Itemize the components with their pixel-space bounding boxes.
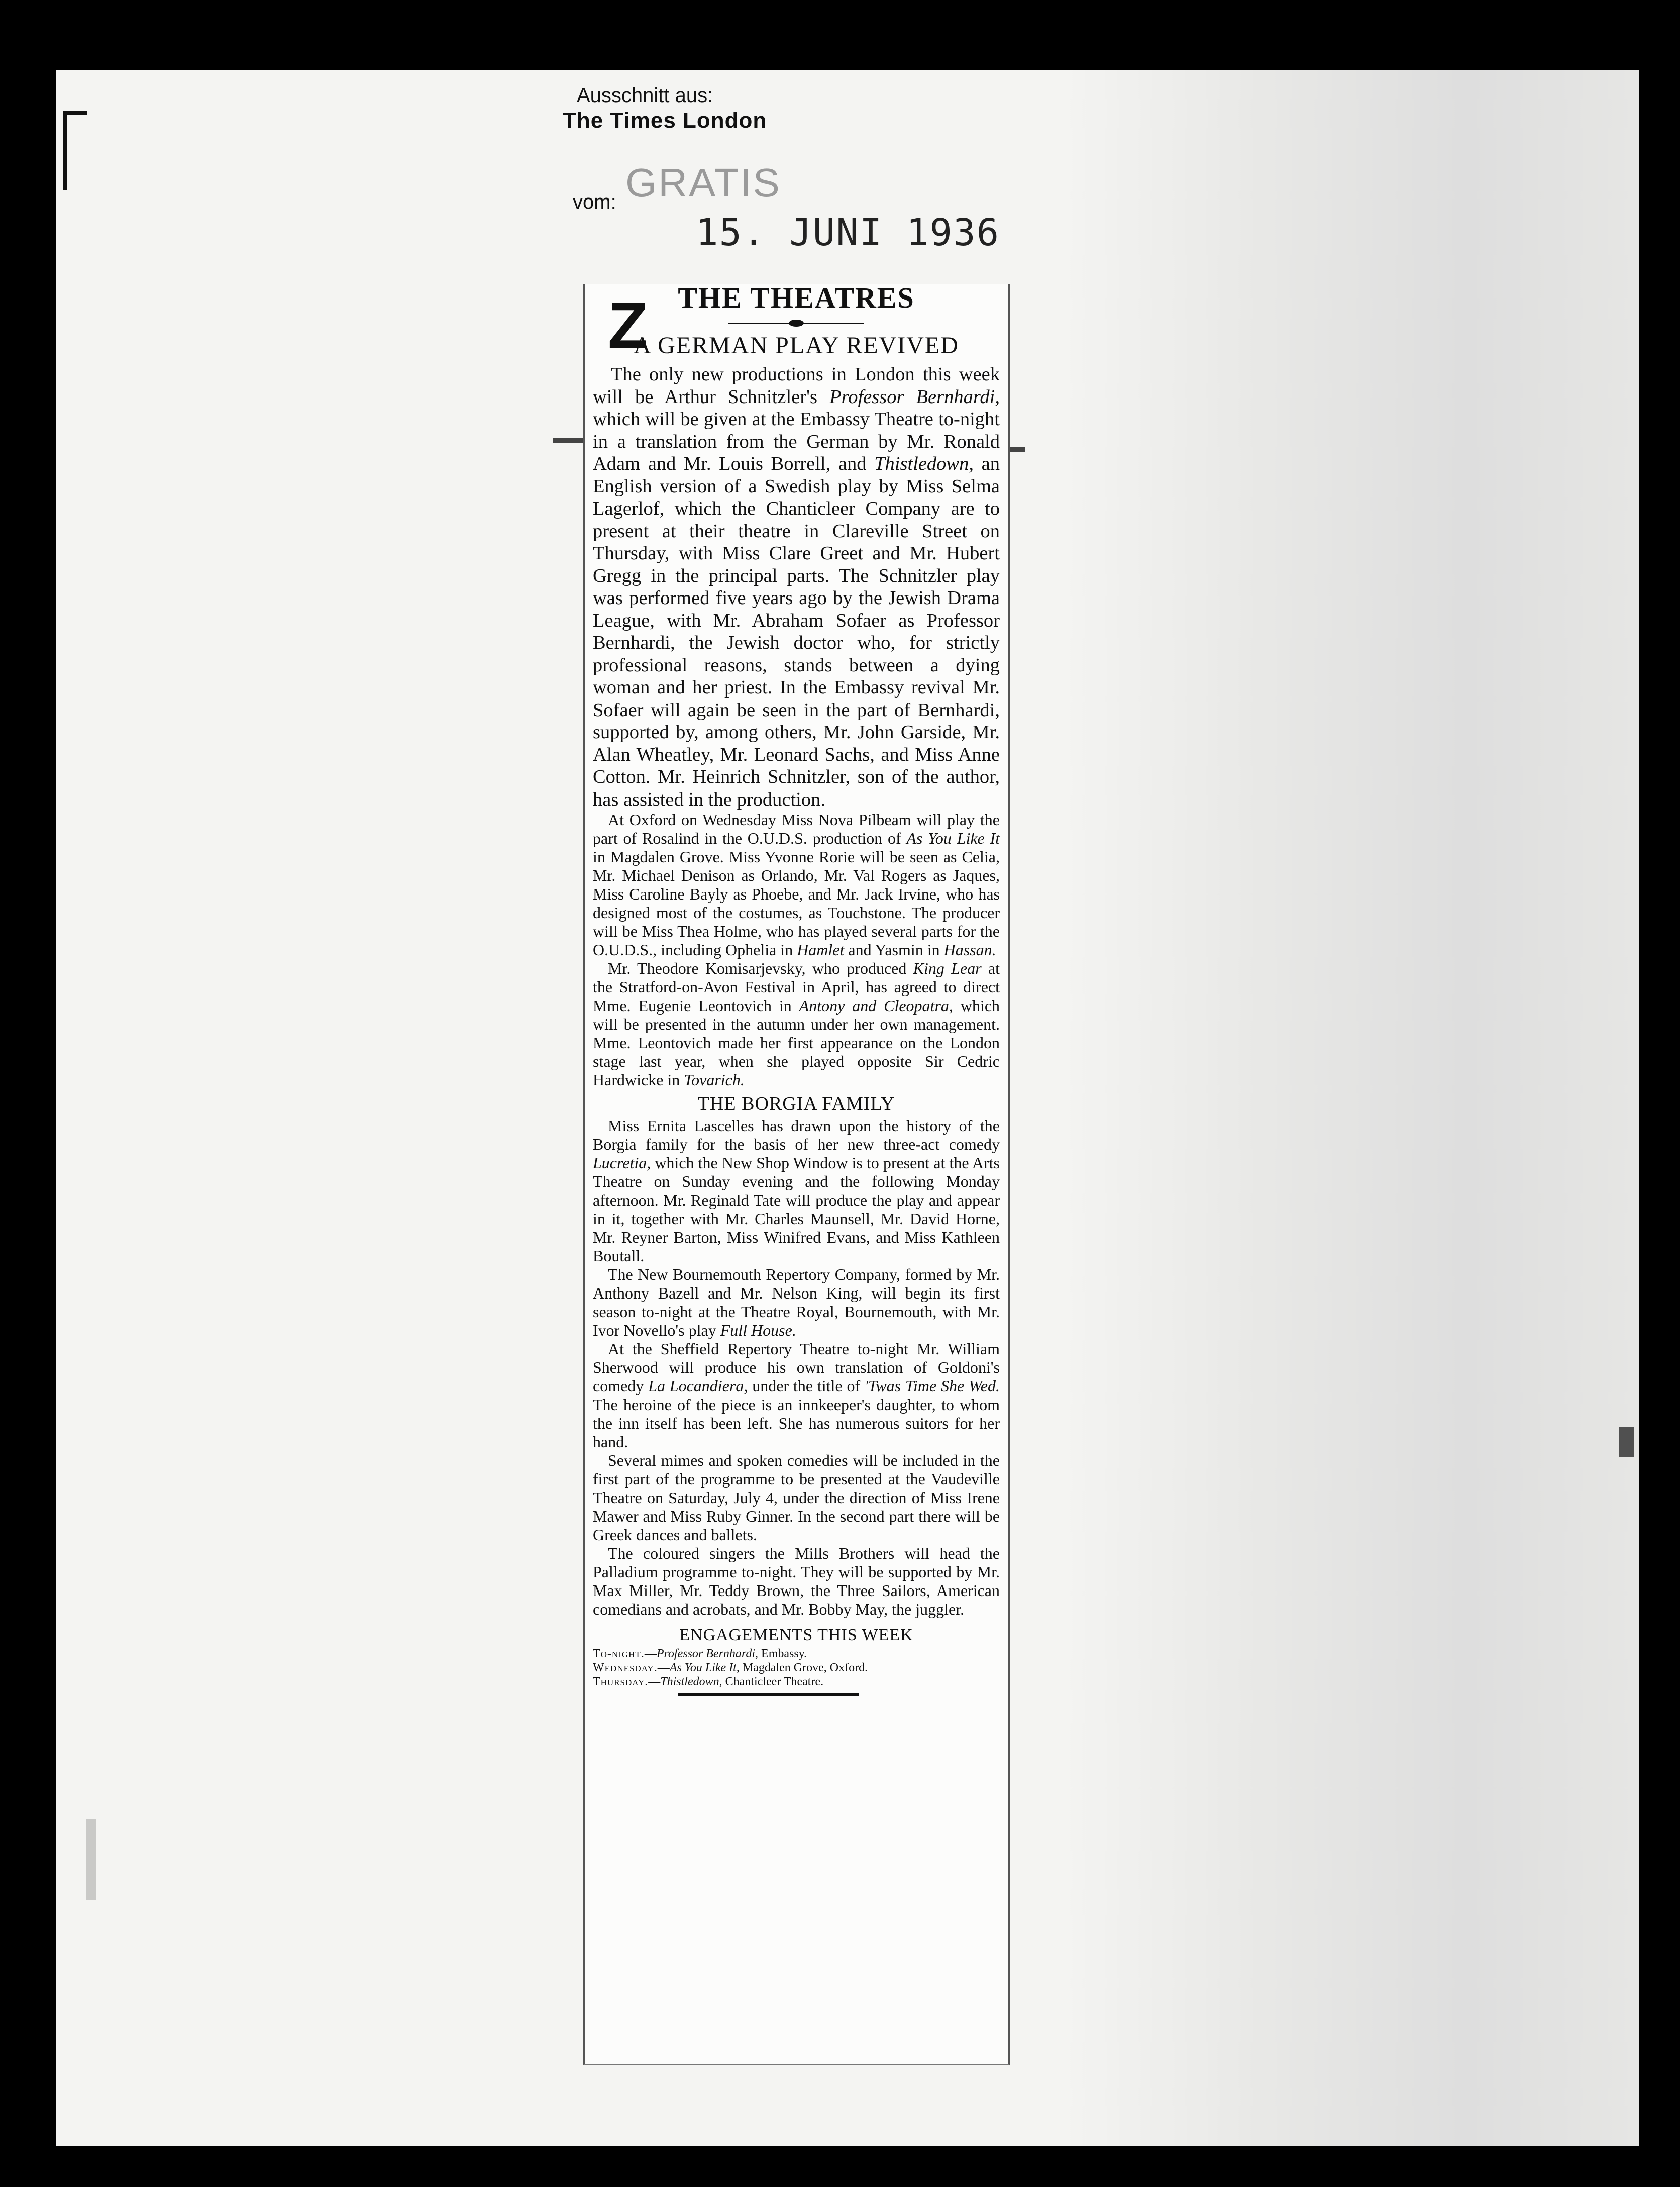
edge-smudge <box>1619 1427 1634 1457</box>
section-heading: THE BORGIA FAMILY <box>697 1093 895 1114</box>
article-subhead: A GERMAN PLAY REVIVED <box>634 332 959 359</box>
headline-rule <box>728 322 864 325</box>
engagement-line: To-night.—Professor Bernhardi, Embassy. <box>593 1647 807 1660</box>
article-paragraph: The New Bournemouth Repertory Company, formed by Mr. Anthony Bazell and Mr. Nelson King, will begin its first season to-night at the Theatre Royal, Bournemouth, with Mr. Ivor Novello's play Full House. <box>593 1265 1000 1339</box>
edge-smudge <box>86 1819 96 1900</box>
stamp-date: 15. JUNI 1936 <box>696 211 1000 254</box>
sheet-shading <box>1061 70 1639 2146</box>
newspaper-clipping <box>583 281 1010 2065</box>
stamp-newspaper-name: The Times London <box>563 108 767 133</box>
engagement-line: Thursday.—Thistledown, Chanticleer Theatre. <box>593 1675 824 1688</box>
stamp-gratis: GRATIS <box>625 160 781 205</box>
stamp-label-source: Ausschnitt aus: <box>577 84 713 107</box>
stamp-label-date: vom: <box>573 191 616 213</box>
article-paragraph: At the Sheffield Repertory Theatre to-night Mr. William Sherwood will produce his own translation of Goldoni's comedy La Locandiera, under the title of 'Twas Time She Wed. The heroine of the piece is an innkeeper's daughter, to whom the inn itself has been left. She has numerous suitors for her hand. <box>593 1340 1000 1451</box>
article-paragraph: Miss Ernita Lascelles has drawn upon the history of the Borgia family for the basis of her new three-act comedy Lucretia, which the New Shop Window is to present at the Arts Theatre on Sunday evening and the following Monday afternoon. Mr. Reginald Tate will produce the play and appear in it, together with Mr. Charles Maunsell, Mr. David Horne, Mr. Reyner Barton, Miss Winifred Evans, and Miss Kathleen Boutall. <box>593 1117 1000 1265</box>
engagements-heading: ENGAGEMENTS THIS WEEK <box>679 1626 913 1644</box>
corner-crop-mark <box>63 111 87 190</box>
article-paragraph: At Oxford on Wednesday Miss Nova Pilbeam will play the part of Rosalind in the O.U.D.S. production of As You Like It in Magdalen Grove. Miss Yvonne Rorie will be seen as Celia, Mr. Michael Denison as Orlando, Mr. Val Rogers as Jaques, Miss Caroline Bayly as Phoebe, and Mr. Jack Irvine, who has designed most of the costumes, as Touchstone. The producer will be Miss Thea Holme, who has played several parts for the O.U.D.S., including Ophelia in Hamlet and Yasmin in Hassan. <box>593 811 1000 959</box>
handwritten-z-mark: Z <box>608 288 648 362</box>
end-rule <box>678 1693 859 1696</box>
article-paragraph: Mr. Theodore Komisarjevsky, who produced King Lear at the Stratford-on-Avon Festival in April, has agreed to direct Mme. Eugenie Leontovich in Antony and Cleopatra, which will be presented in the autumn under her own management. Mme. Leontovich made her first appearance on the London stage last year, when she played opposite Sir Cedric Hardwicke in Tovarich. <box>593 959 1000 1089</box>
article-paragraph: The coloured singers the Mills Brothers will head the Palladium programme to-night. They will be supported by Mr. Max Miller, Mr. Teddy Brown, the Three Sailors, American comedians and acrobats, and Mr. Bobby May, the juggler. <box>593 1544 1000 1618</box>
article-headline: THE THEATRES <box>678 281 915 314</box>
article-paragraph: The only new productions in London this week will be Arthur Schnitzler's Professor Bernhardi, which will be given at the Embassy Theatre to-night in a translation from the German by Mr. Ronald Adam and Mr. Louis Borrell, and Thistledown, an English version of a Swedish play by Miss Selma Lagerlof, which the Chanticleer Company are to present at their theatre in Clareville Street on Thursday, with Miss Clare Greet and Mr. Hubert Gregg in the principal parts. The Schnitzler play was performed five years ago by the Jewish Drama League, with Mr. Abraham Sofaer as Professor Bernhardi, the Jewish doctor who, for strictly professional reasons, stands between a dying woman and her priest. In the Embassy revival Mr. Sofaer will again be seen in the part of Bernhardi, supported by, among others, Mr. John Garside, Mr. Alan Wheatley, Mr. Leonard Sachs, and Miss Anne Cotton. Mr. Heinrich Schnitzler, son of the author, has assisted in the production. <box>593 364 1000 810</box>
article-paragraph: Several mimes and spoken comedies will be included in the first part of the programme to be presented at the Vaudeville Theatre on Saturday, July 4, under the direction of Miss Irene Mawer and Miss Ruby Ginner. In the second part there will be Greek dances and ballets. <box>593 1451 1000 1544</box>
engagement-line: Wednesday.—As You Like It, Magdalen Grove, Oxford. <box>593 1661 868 1674</box>
